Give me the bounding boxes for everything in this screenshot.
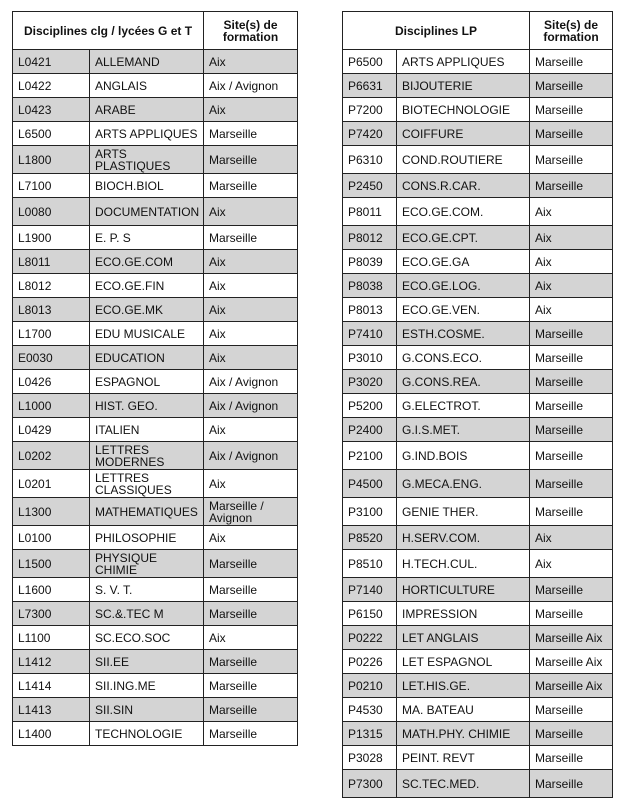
table-row xyxy=(343,578,613,602)
table-row xyxy=(13,174,298,198)
code-cell: L7100 xyxy=(13,174,90,198)
code-cell: P2400 xyxy=(343,418,397,442)
site-cell: Aix xyxy=(530,250,613,274)
code-cell: P6631 xyxy=(343,74,397,98)
discipline-cell: ECO.GE.COM xyxy=(90,250,204,274)
code-cell: P7410 xyxy=(343,322,397,346)
table-row xyxy=(13,722,298,746)
table-row xyxy=(13,650,298,674)
discipline-cell: ARTS PLASTIQUES xyxy=(90,146,204,174)
site-cell: Marseille xyxy=(530,498,613,526)
table-row xyxy=(13,370,298,394)
site-cell: Aix xyxy=(530,274,613,298)
site-cell: Marseille xyxy=(530,174,613,198)
disciplines-clg-lycees-table xyxy=(12,11,298,746)
code-cell: P8038 xyxy=(343,274,397,298)
table-row xyxy=(13,498,298,526)
code-cell: P8012 xyxy=(343,226,397,250)
discipline-cell: G.IND.BOIS xyxy=(397,442,530,470)
discipline-cell: G.CONS.REA. xyxy=(397,370,530,394)
table-row xyxy=(343,770,613,798)
site-cell: Marseille xyxy=(530,370,613,394)
discipline-cell: G.MECA.ENG. xyxy=(397,470,530,498)
site-cell: Marseille xyxy=(530,442,613,470)
site-cell: Marseille xyxy=(530,346,613,370)
site-cell: Marseille xyxy=(530,602,613,626)
site-cell: Aix xyxy=(530,226,613,250)
site-cell: Marseille xyxy=(204,722,298,746)
code-cell: P0226 xyxy=(343,650,397,674)
discipline-cell: MATHEMATIQUES xyxy=(90,498,204,526)
code-cell: L1600 xyxy=(13,578,90,602)
table-row xyxy=(343,370,613,394)
site-cell: Aix xyxy=(204,250,298,274)
site-cell: Marseille xyxy=(530,770,613,798)
code-cell: P4500 xyxy=(343,470,397,498)
site-cell: Aix xyxy=(204,418,298,442)
site-cell: Aix xyxy=(204,346,298,370)
site-cell: Marseille xyxy=(530,698,613,722)
site-cell: Marseille xyxy=(530,50,613,74)
discipline-cell: E. P. S xyxy=(90,226,204,250)
table-row xyxy=(343,250,613,274)
discipline-cell: ANGLAIS xyxy=(90,74,204,98)
code-cell: L0422 xyxy=(13,74,90,98)
site-column-header: Site(s) de formation xyxy=(204,12,298,50)
discipline-cell: SC.TEC.MED. xyxy=(397,770,530,798)
site-cell: Marseille xyxy=(204,698,298,722)
site-cell: Aix xyxy=(530,526,613,550)
table-row xyxy=(343,550,613,578)
discipline-cell: ESTH.COSME. xyxy=(397,322,530,346)
code-cell: L7300 xyxy=(13,602,90,626)
discipline-cell: ALLEMAND xyxy=(90,50,204,74)
code-cell: P4530 xyxy=(343,698,397,722)
site-cell: Aix / Avignon xyxy=(204,442,298,470)
code-cell: L1100 xyxy=(13,626,90,650)
site-cell: Marseille xyxy=(530,146,613,174)
code-cell: L8011 xyxy=(13,250,90,274)
site-cell: Marseille xyxy=(530,746,613,770)
site-cell: Marseille / Avignon xyxy=(204,498,298,526)
table-row xyxy=(13,626,298,650)
site-cell: Marseille xyxy=(530,418,613,442)
code-cell: L0202 xyxy=(13,442,90,470)
discipline-cell: ARTS APPLIQUES xyxy=(90,122,204,146)
site-column-header: Site(s) de formation xyxy=(530,12,613,50)
table-row xyxy=(13,298,298,322)
code-cell: P7200 xyxy=(343,98,397,122)
discipline-cell: MATH.PHY. CHIMIE xyxy=(397,722,530,746)
code-cell: L8013 xyxy=(13,298,90,322)
discipline-cell: S. V. T. xyxy=(90,578,204,602)
code-cell: P8520 xyxy=(343,526,397,550)
discipline-cell: LET.HIS.GE. xyxy=(397,674,530,698)
discipline-cell: ECO.GE.CPT. xyxy=(397,226,530,250)
discipline-cell: SII.SIN xyxy=(90,698,204,722)
code-cell: L1500 xyxy=(13,550,90,578)
site-cell: Aix xyxy=(530,298,613,322)
discipline-cell: ECO.GE.COM. xyxy=(397,198,530,226)
discipline-cell: ARTS APPLIQUES xyxy=(397,50,530,74)
table-row xyxy=(13,274,298,298)
site-cell: Marseille xyxy=(530,394,613,418)
code-cell: P1315 xyxy=(343,722,397,746)
table-row xyxy=(343,74,613,98)
code-cell: L1000 xyxy=(13,394,90,418)
table-row xyxy=(343,274,613,298)
discipline-column-header: Disciplines clg / lycées G et T xyxy=(13,12,204,50)
site-cell: Marseille xyxy=(530,470,613,498)
table-row xyxy=(343,346,613,370)
discipline-cell: EDUCATION xyxy=(90,346,204,370)
code-cell: P3100 xyxy=(343,498,397,526)
table-row xyxy=(343,526,613,550)
table-row xyxy=(13,578,298,602)
table-row xyxy=(13,418,298,442)
discipline-cell: LETTRES MODERNES xyxy=(90,442,204,470)
code-cell: P8013 xyxy=(343,298,397,322)
code-cell: L8012 xyxy=(13,274,90,298)
discipline-cell: COND.ROUTIERE xyxy=(397,146,530,174)
table-body xyxy=(13,50,298,746)
site-cell: Marseille xyxy=(204,674,298,698)
site-cell: Marseille xyxy=(530,322,613,346)
table-row xyxy=(13,122,298,146)
site-cell: Marseille xyxy=(204,146,298,174)
site-cell: Aix xyxy=(204,298,298,322)
table-row xyxy=(343,498,613,526)
code-cell: L0429 xyxy=(13,418,90,442)
code-cell: L0421 xyxy=(13,50,90,74)
discipline-cell: ECO.GE.GA xyxy=(397,250,530,274)
site-cell: Aix xyxy=(204,198,298,226)
site-cell: Marseille xyxy=(204,174,298,198)
discipline-cell: ARABE xyxy=(90,98,204,122)
discipline-cell: G.ELECTROT. xyxy=(397,394,530,418)
code-cell: L1413 xyxy=(13,698,90,722)
discipline-cell: H.TECH.CUL. xyxy=(397,550,530,578)
site-cell: Marseille Aix xyxy=(530,626,613,650)
table-row xyxy=(13,198,298,226)
discipline-cell: ECO.GE.FIN xyxy=(90,274,204,298)
code-cell: P6150 xyxy=(343,602,397,626)
table-row xyxy=(343,442,613,470)
table-row xyxy=(343,174,613,198)
discipline-cell: BIOTECHNOLOGIE xyxy=(397,98,530,122)
site-cell: Aix xyxy=(204,526,298,550)
code-cell: L1400 xyxy=(13,722,90,746)
site-cell: Aix xyxy=(204,470,298,498)
code-cell: P8011 xyxy=(343,198,397,226)
discipline-cell: SII.EE xyxy=(90,650,204,674)
site-cell: Marseille xyxy=(530,722,613,746)
code-cell: L6500 xyxy=(13,122,90,146)
discipline-cell: COIFFURE xyxy=(397,122,530,146)
table-header-row xyxy=(343,12,613,50)
table-row xyxy=(13,526,298,550)
discipline-cell: ECO.GE.VEN. xyxy=(397,298,530,322)
code-cell: P8039 xyxy=(343,250,397,274)
site-cell: Marseille xyxy=(204,122,298,146)
table-row xyxy=(343,650,613,674)
discipline-cell: H.SERV.COM. xyxy=(397,526,530,550)
code-cell: E0030 xyxy=(13,346,90,370)
code-cell: P8510 xyxy=(343,550,397,578)
site-cell: Aix xyxy=(204,274,298,298)
site-cell: Marseille Aix xyxy=(530,650,613,674)
table-row xyxy=(343,298,613,322)
site-cell: Marseille Aix xyxy=(530,674,613,698)
discipline-cell: BIJOUTERIE xyxy=(397,74,530,98)
discipline-column-header: Disciplines LP xyxy=(343,12,530,50)
discipline-cell: SC.ECO.SOC xyxy=(90,626,204,650)
discipline-cell: LETTRES CLASSIQUES xyxy=(90,470,204,498)
discipline-cell: ITALIEN xyxy=(90,418,204,442)
site-cell: Aix xyxy=(204,98,298,122)
site-cell: Marseille xyxy=(530,74,613,98)
discipline-cell: SC.&.TEC M xyxy=(90,602,204,626)
code-cell: L1414 xyxy=(13,674,90,698)
code-cell: P0222 xyxy=(343,626,397,650)
site-cell: Marseille xyxy=(204,650,298,674)
discipline-cell: PHILOSOPHIE xyxy=(90,526,204,550)
table-row xyxy=(13,50,298,74)
discipline-cell: EDU MUSICALE xyxy=(90,322,204,346)
discipline-cell: LET ESPAGNOL xyxy=(397,650,530,674)
discipline-cell: HORTICULTURE xyxy=(397,578,530,602)
code-cell: P6500 xyxy=(343,50,397,74)
site-cell: Marseille xyxy=(530,98,613,122)
table-row xyxy=(13,698,298,722)
code-cell: L1300 xyxy=(13,498,90,526)
code-cell: P6310 xyxy=(343,146,397,174)
table-row xyxy=(343,322,613,346)
table-row xyxy=(13,602,298,626)
code-cell: P7300 xyxy=(343,770,397,798)
discipline-cell: ESPAGNOL xyxy=(90,370,204,394)
table-row xyxy=(343,50,613,74)
discipline-cell: PEINT. REVT xyxy=(397,746,530,770)
table-row xyxy=(343,722,613,746)
code-cell: P0210 xyxy=(343,674,397,698)
site-cell: Marseille xyxy=(530,578,613,602)
discipline-cell: PHYSIQUE CHIMIE xyxy=(90,550,204,578)
code-cell: P7420 xyxy=(343,122,397,146)
discipline-cell: G.CONS.ECO. xyxy=(397,346,530,370)
site-cell: Aix / Avignon xyxy=(204,370,298,394)
site-cell: Marseille xyxy=(204,602,298,626)
discipline-cell: LET ANGLAIS xyxy=(397,626,530,650)
table-row xyxy=(13,226,298,250)
code-cell: P3028 xyxy=(343,746,397,770)
table-body xyxy=(343,50,613,798)
site-cell: Aix xyxy=(204,322,298,346)
table-row xyxy=(343,98,613,122)
discipline-cell: ECO.GE.MK xyxy=(90,298,204,322)
code-cell: L0426 xyxy=(13,370,90,394)
table-row xyxy=(13,346,298,370)
site-cell: Aix xyxy=(204,50,298,74)
table-row xyxy=(343,626,613,650)
discipline-cell: HIST. GEO. xyxy=(90,394,204,418)
table-row xyxy=(343,146,613,174)
discipline-cell: DOCUMENTATION xyxy=(90,198,204,226)
discipline-cell: TECHNOLOGIE xyxy=(90,722,204,746)
discipline-cell: BIOCH.BIOL xyxy=(90,174,204,198)
disciplines-lp-table xyxy=(342,11,613,798)
table-row xyxy=(343,602,613,626)
code-cell: L1800 xyxy=(13,146,90,174)
code-cell: P2100 xyxy=(343,442,397,470)
site-cell: Aix xyxy=(204,626,298,650)
table-row xyxy=(343,698,613,722)
discipline-cell: CONS.R.CAR. xyxy=(397,174,530,198)
code-cell: P3020 xyxy=(343,370,397,394)
discipline-cell: G.I.S.MET. xyxy=(397,418,530,442)
discipline-cell: SII.ING.ME xyxy=(90,674,204,698)
table-row xyxy=(343,198,613,226)
code-cell: L0201 xyxy=(13,470,90,498)
table-row xyxy=(13,322,298,346)
site-cell: Aix xyxy=(530,550,613,578)
code-cell: L1900 xyxy=(13,226,90,250)
table-row xyxy=(13,394,298,418)
table-row xyxy=(13,674,298,698)
table-row xyxy=(13,442,298,470)
table-row xyxy=(343,394,613,418)
table-row xyxy=(343,746,613,770)
table-row xyxy=(13,550,298,578)
table-row xyxy=(343,470,613,498)
code-cell: L0080 xyxy=(13,198,90,226)
code-cell: L0423 xyxy=(13,98,90,122)
code-cell: P7140 xyxy=(343,578,397,602)
table-row xyxy=(343,226,613,250)
discipline-cell: MA. BATEAU xyxy=(397,698,530,722)
code-cell: P5200 xyxy=(343,394,397,418)
discipline-cell: IMPRESSION xyxy=(397,602,530,626)
site-cell: Aix / Avignon xyxy=(204,74,298,98)
site-cell: Aix / Avignon xyxy=(204,394,298,418)
table-row xyxy=(13,74,298,98)
table-header-row xyxy=(13,12,298,50)
site-cell: Marseille xyxy=(204,226,298,250)
site-cell: Aix xyxy=(530,198,613,226)
site-cell: Marseille xyxy=(204,550,298,578)
table-row xyxy=(13,250,298,274)
code-cell: P2450 xyxy=(343,174,397,198)
code-cell: L1412 xyxy=(13,650,90,674)
discipline-cell: GENIE THER. xyxy=(397,498,530,526)
code-cell: P3010 xyxy=(343,346,397,370)
table-row xyxy=(343,674,613,698)
code-cell: L0100 xyxy=(13,526,90,550)
discipline-cell: ECO.GE.LOG. xyxy=(397,274,530,298)
table-row xyxy=(13,470,298,498)
table-row xyxy=(343,122,613,146)
site-cell: Marseille xyxy=(204,578,298,602)
site-cell: Marseille xyxy=(530,122,613,146)
table-row xyxy=(13,146,298,174)
table-row xyxy=(13,98,298,122)
code-cell: L1700 xyxy=(13,322,90,346)
table-row xyxy=(343,418,613,442)
